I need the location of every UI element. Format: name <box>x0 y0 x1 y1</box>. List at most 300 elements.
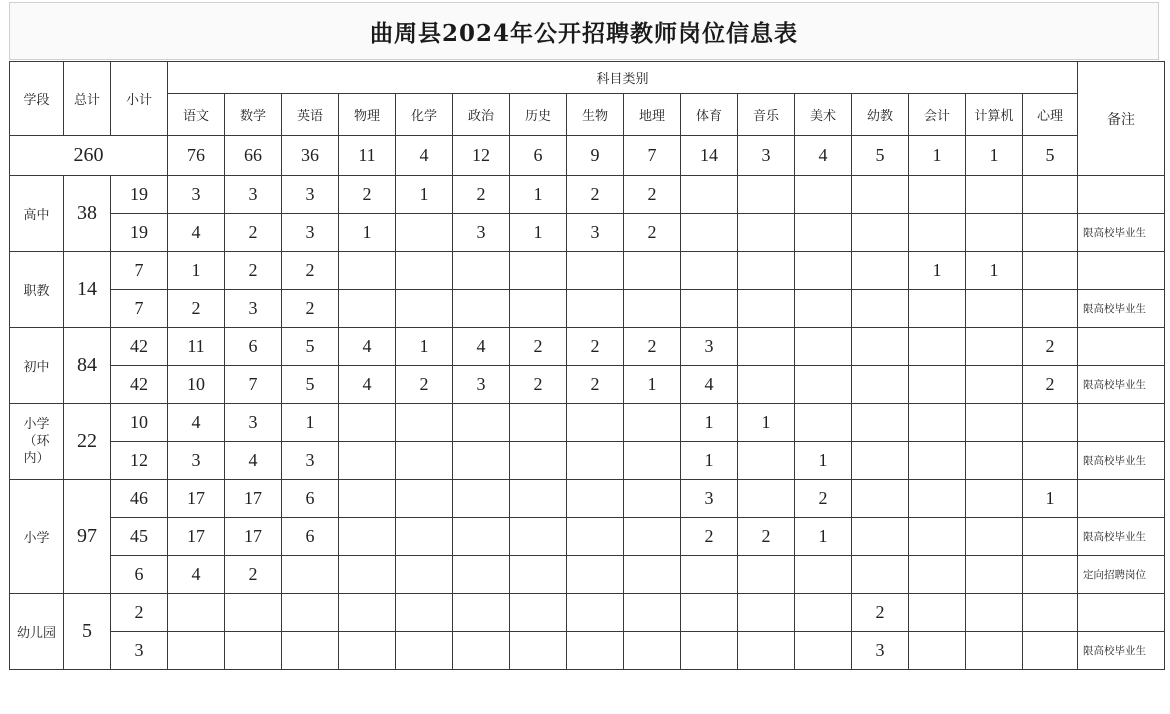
subject-count-cell: 7 <box>225 366 282 404</box>
subject-count-cell: 2 <box>624 214 681 252</box>
subject-count-cell: 1 <box>909 252 966 290</box>
subject-count-cell: 6 <box>282 480 339 518</box>
subject-count-cell: 2 <box>567 366 624 404</box>
grand-total-row <box>10 136 1165 176</box>
stage-label: 小学（环内） <box>23 417 50 466</box>
subject-count-cell <box>852 518 909 556</box>
subject-count-cell: 2 <box>510 328 567 366</box>
subject-count-cell: 2 <box>624 176 681 214</box>
subject-count-cell: 3 <box>282 214 339 252</box>
subject-count-cell: 3 <box>453 366 510 404</box>
recruitment-table <box>9 61 1165 670</box>
subject-count-cell <box>738 442 795 480</box>
subject-count-cell <box>681 632 738 670</box>
subject-count-cell <box>852 214 909 252</box>
subject-count-cell <box>738 290 795 328</box>
remark-cell <box>1078 404 1165 442</box>
table-row <box>10 518 1165 556</box>
subject-count-cell <box>738 632 795 670</box>
subject-count-cell: 3 <box>225 404 282 442</box>
subject-count-cell <box>396 632 453 670</box>
subject-count-cell <box>1023 176 1078 214</box>
subject-count-cell <box>510 518 567 556</box>
subtotal-cell: 45 <box>111 518 168 556</box>
subject-total-cell: 6 <box>510 136 567 176</box>
subject-count-cell <box>909 480 966 518</box>
subject-count-cell <box>795 556 852 594</box>
subject-count-cell: 2 <box>282 290 339 328</box>
subject-count-cell: 5 <box>282 328 339 366</box>
subject-count-cell <box>681 290 738 328</box>
remark-cell: 限高校毕业生 <box>1078 632 1165 670</box>
table-row <box>10 290 1165 328</box>
subject-total-cell: 76 <box>168 136 225 176</box>
subject-count-cell: 3 <box>681 480 738 518</box>
subject-count-cell: 2 <box>510 366 567 404</box>
subject-count-cell <box>1023 632 1078 670</box>
subject-count-cell: 1 <box>681 404 738 442</box>
subject-count-cell: 2 <box>225 556 282 594</box>
header-subject: 幼教 <box>852 94 909 136</box>
subject-count-cell: 1 <box>738 404 795 442</box>
subtotal-cell: 42 <box>111 366 168 404</box>
subject-total-cell: 3 <box>738 136 795 176</box>
subject-count-cell: 4 <box>453 328 510 366</box>
subject-count-cell <box>681 214 738 252</box>
subject-count-cell <box>282 556 339 594</box>
subject-count-cell: 4 <box>225 442 282 480</box>
subject-count-cell <box>738 480 795 518</box>
subject-count-cell <box>510 290 567 328</box>
header-subject: 美术 <box>795 94 852 136</box>
subtotal-cell: 7 <box>111 290 168 328</box>
subtotal-cell: 19 <box>111 214 168 252</box>
header-subject: 音乐 <box>738 94 795 136</box>
subject-total-cell: 14 <box>681 136 738 176</box>
subject-count-cell: 2 <box>225 252 282 290</box>
subject-count-cell <box>852 442 909 480</box>
subject-count-cell <box>1023 594 1078 632</box>
subtotal-cell: 6 <box>111 556 168 594</box>
subject-count-cell <box>1023 556 1078 594</box>
subject-count-cell <box>966 594 1023 632</box>
header-subject: 化学 <box>396 94 453 136</box>
header-subject: 语文 <box>168 94 225 136</box>
subject-count-cell: 1 <box>339 214 396 252</box>
table-row <box>10 594 1165 632</box>
header-subject: 物理 <box>339 94 396 136</box>
subject-count-cell <box>453 404 510 442</box>
subject-count-cell <box>396 214 453 252</box>
table-row <box>10 328 1165 366</box>
stage-cell: 高中 <box>10 176 64 252</box>
subject-count-cell <box>852 176 909 214</box>
remark-cell: 限高校毕业生 <box>1078 518 1165 556</box>
subject-count-cell <box>738 252 795 290</box>
subject-count-cell <box>168 594 225 632</box>
subject-count-cell <box>282 594 339 632</box>
subject-count-cell <box>453 594 510 632</box>
subject-count-cell <box>567 252 624 290</box>
subject-count-cell <box>510 252 567 290</box>
subtotal-cell: 19 <box>111 176 168 214</box>
subject-count-cell <box>1023 404 1078 442</box>
subject-count-cell <box>396 518 453 556</box>
subject-count-cell <box>966 366 1023 404</box>
subject-count-cell <box>852 480 909 518</box>
subject-count-cell: 1 <box>966 252 1023 290</box>
subject-count-cell <box>453 632 510 670</box>
subject-count-cell <box>909 214 966 252</box>
subject-count-cell <box>738 556 795 594</box>
subject-count-cell <box>1023 252 1078 290</box>
header-row-1 <box>10 62 1165 94</box>
subject-count-cell <box>453 290 510 328</box>
stage-total-cell: 84 <box>64 328 111 404</box>
stage-total-cell: 5 <box>64 594 111 670</box>
subject-count-cell <box>966 556 1023 594</box>
subject-count-cell <box>909 632 966 670</box>
subject-total-cell: 9 <box>567 136 624 176</box>
subject-count-cell: 2 <box>282 252 339 290</box>
subject-count-cell: 1 <box>396 328 453 366</box>
subject-count-cell: 17 <box>225 518 282 556</box>
subject-count-cell <box>909 404 966 442</box>
subject-count-cell: 6 <box>225 328 282 366</box>
subject-count-cell <box>510 556 567 594</box>
stage-total-cell: 38 <box>64 176 111 252</box>
header-subtotal: 小计 <box>111 62 168 136</box>
subject-count-cell <box>567 404 624 442</box>
stage-total-cell: 14 <box>64 252 111 328</box>
subject-count-cell <box>681 556 738 594</box>
subject-count-cell <box>795 632 852 670</box>
subtotal-cell: 7 <box>111 252 168 290</box>
subject-count-cell <box>453 480 510 518</box>
subject-count-cell <box>909 290 966 328</box>
subject-total-cell: 11 <box>339 136 396 176</box>
subtotal-cell: 46 <box>111 480 168 518</box>
subject-count-cell: 2 <box>396 366 453 404</box>
subject-count-cell <box>453 518 510 556</box>
stage-cell: 小学 <box>10 480 64 594</box>
subject-count-cell <box>339 632 396 670</box>
subject-count-cell: 1 <box>795 518 852 556</box>
subject-count-cell <box>909 442 966 480</box>
subject-count-cell <box>510 632 567 670</box>
subject-count-cell: 2 <box>339 176 396 214</box>
subject-count-cell <box>795 252 852 290</box>
subject-total-cell: 1 <box>909 136 966 176</box>
subject-count-cell <box>510 442 567 480</box>
subject-total-cell: 1 <box>966 136 1023 176</box>
subject-total-cell: 66 <box>225 136 282 176</box>
header-subject: 政治 <box>453 94 510 136</box>
subject-total-cell: 36 <box>282 136 339 176</box>
subject-count-cell: 2 <box>624 328 681 366</box>
subject-count-cell <box>738 366 795 404</box>
remark-cell: 限高校毕业生 <box>1078 442 1165 480</box>
stage-cell: 初中 <box>10 328 64 404</box>
table-row <box>10 252 1165 290</box>
subject-count-cell <box>795 176 852 214</box>
subtotal-cell: 42 <box>111 328 168 366</box>
subject-count-cell: 4 <box>339 328 396 366</box>
remark-cell <box>1078 252 1165 290</box>
subject-count-cell <box>966 290 1023 328</box>
subject-count-cell <box>339 290 396 328</box>
header-subject: 地理 <box>624 94 681 136</box>
subject-count-cell: 3 <box>681 328 738 366</box>
subject-count-cell: 1 <box>282 404 339 442</box>
subject-count-cell: 3 <box>282 176 339 214</box>
subject-count-cell <box>567 594 624 632</box>
table-row <box>10 556 1165 594</box>
subject-count-cell <box>1023 518 1078 556</box>
subject-count-cell <box>909 594 966 632</box>
remark-cell: 限高校毕业生 <box>1078 214 1165 252</box>
stage-cell: 职教 <box>10 252 64 328</box>
subject-total-cell: 5 <box>1023 136 1078 176</box>
subject-count-cell <box>282 632 339 670</box>
subject-count-cell <box>339 518 396 556</box>
subject-count-cell <box>795 328 852 366</box>
subject-count-cell <box>966 518 1023 556</box>
subject-count-cell: 3 <box>225 290 282 328</box>
subject-count-cell <box>624 480 681 518</box>
subtotal-cell: 2 <box>111 594 168 632</box>
subject-count-cell: 6 <box>282 518 339 556</box>
subject-count-cell <box>396 404 453 442</box>
subject-count-cell <box>909 176 966 214</box>
remark-cell <box>1078 328 1165 366</box>
subject-count-cell: 2 <box>168 290 225 328</box>
subject-count-cell <box>795 594 852 632</box>
subject-count-cell <box>453 556 510 594</box>
table-row <box>10 176 1165 214</box>
subject-total-cell: 4 <box>795 136 852 176</box>
subject-count-cell: 10 <box>168 366 225 404</box>
table-row <box>10 214 1165 252</box>
subject-count-cell <box>225 594 282 632</box>
subject-count-cell <box>339 442 396 480</box>
subject-count-cell <box>852 404 909 442</box>
subject-count-cell <box>339 252 396 290</box>
subject-count-cell: 17 <box>168 480 225 518</box>
subject-count-cell: 11 <box>168 328 225 366</box>
subject-count-cell: 2 <box>567 328 624 366</box>
subject-count-cell <box>738 328 795 366</box>
subject-count-cell <box>966 404 1023 442</box>
header-subject: 英语 <box>282 94 339 136</box>
subject-count-cell: 2 <box>453 176 510 214</box>
subject-count-cell <box>681 176 738 214</box>
table-row <box>10 366 1165 404</box>
header-subject: 心理 <box>1023 94 1078 136</box>
subject-count-cell: 3 <box>567 214 624 252</box>
subject-count-cell <box>453 252 510 290</box>
subject-count-cell <box>738 214 795 252</box>
subject-count-cell <box>852 328 909 366</box>
header-total: 总计 <box>64 62 111 136</box>
subject-count-cell <box>624 556 681 594</box>
subject-count-cell <box>681 594 738 632</box>
subject-count-cell <box>966 632 1023 670</box>
subject-count-cell <box>1023 290 1078 328</box>
header-subject: 历史 <box>510 94 567 136</box>
subject-count-cell: 3 <box>453 214 510 252</box>
subject-count-cell <box>567 290 624 328</box>
subject-count-cell <box>453 442 510 480</box>
subject-count-cell <box>966 442 1023 480</box>
subject-count-cell <box>396 290 453 328</box>
subject-count-cell: 2 <box>225 214 282 252</box>
subject-count-cell <box>225 632 282 670</box>
subject-count-cell: 3 <box>168 442 225 480</box>
subject-count-cell: 17 <box>225 480 282 518</box>
table-row <box>10 632 1165 670</box>
subject-count-cell <box>966 214 1023 252</box>
subject-count-cell <box>1023 442 1078 480</box>
subject-count-cell: 1 <box>624 366 681 404</box>
subject-count-cell <box>624 632 681 670</box>
stage-total-cell: 97 <box>64 480 111 594</box>
subject-count-cell: 4 <box>681 366 738 404</box>
header-subject: 会计 <box>909 94 966 136</box>
subject-count-cell: 2 <box>567 176 624 214</box>
subject-count-cell: 1 <box>1023 480 1078 518</box>
subject-count-cell <box>795 214 852 252</box>
header-subject: 体育 <box>681 94 738 136</box>
subject-count-cell <box>738 594 795 632</box>
subject-count-cell <box>852 252 909 290</box>
subject-count-cell <box>396 594 453 632</box>
stage-total-cell: 22 <box>64 404 111 480</box>
subject-count-cell: 1 <box>168 252 225 290</box>
subject-count-cell: 3 <box>852 632 909 670</box>
subject-count-cell <box>909 366 966 404</box>
subject-count-cell <box>795 290 852 328</box>
subject-count-cell <box>966 176 1023 214</box>
subject-count-cell: 3 <box>282 442 339 480</box>
remark-cell <box>1078 176 1165 214</box>
subject-count-cell: 4 <box>168 404 225 442</box>
table-row <box>10 480 1165 518</box>
subject-count-cell: 4 <box>339 366 396 404</box>
subject-count-cell <box>396 442 453 480</box>
subject-count-cell: 4 <box>168 556 225 594</box>
subject-total-cell: 4 <box>396 136 453 176</box>
subtotal-cell: 12 <box>111 442 168 480</box>
subject-total-cell: 7 <box>624 136 681 176</box>
subject-count-cell <box>909 556 966 594</box>
subject-count-cell <box>795 366 852 404</box>
subject-count-cell <box>396 252 453 290</box>
header-row-subjects <box>10 94 1165 136</box>
remark-cell: 定向招聘岗位 <box>1078 556 1165 594</box>
subject-count-cell <box>852 556 909 594</box>
header-subject-category: 科目类别 <box>168 62 1078 94</box>
subject-count-cell <box>624 518 681 556</box>
subject-count-cell: 3 <box>225 176 282 214</box>
subject-count-cell <box>510 594 567 632</box>
subject-count-cell: 5 <box>282 366 339 404</box>
remark-cell: 限高校毕业生 <box>1078 366 1165 404</box>
stage-cell <box>10 404 64 480</box>
subject-count-cell <box>168 632 225 670</box>
subject-total-cell: 12 <box>453 136 510 176</box>
subject-count-cell <box>396 556 453 594</box>
subject-count-cell <box>738 176 795 214</box>
subject-count-cell <box>909 328 966 366</box>
header-subject: 计算机 <box>966 94 1023 136</box>
header-remarks: 备注 <box>1078 62 1165 176</box>
subject-count-cell <box>852 290 909 328</box>
subject-count-cell: 1 <box>681 442 738 480</box>
subject-count-cell <box>624 252 681 290</box>
subject-count-cell: 2 <box>852 594 909 632</box>
subject-count-cell: 1 <box>396 176 453 214</box>
subject-count-cell <box>396 480 453 518</box>
remark-cell: 限高校毕业生 <box>1078 290 1165 328</box>
header-stage: 学段 <box>10 62 64 136</box>
subject-count-cell <box>510 404 567 442</box>
subject-count-cell: 1 <box>510 176 567 214</box>
subject-count-cell: 4 <box>168 214 225 252</box>
subject-count-cell <box>852 366 909 404</box>
subject-count-cell <box>909 518 966 556</box>
remark-cell <box>1078 480 1165 518</box>
subject-count-cell <box>567 480 624 518</box>
subject-count-cell: 17 <box>168 518 225 556</box>
table-row <box>10 442 1165 480</box>
subject-total-cell: 5 <box>852 136 909 176</box>
subject-count-cell <box>624 290 681 328</box>
subject-count-cell <box>510 480 567 518</box>
stage-cell: 幼儿园 <box>10 594 64 670</box>
subject-count-cell: 1 <box>510 214 567 252</box>
subject-count-cell: 3 <box>168 176 225 214</box>
subject-count-cell: 2 <box>681 518 738 556</box>
subject-count-cell <box>1023 214 1078 252</box>
subject-count-cell <box>795 404 852 442</box>
header-subject: 数学 <box>225 94 282 136</box>
subject-count-cell <box>339 594 396 632</box>
subject-count-cell <box>624 442 681 480</box>
subject-count-cell <box>567 632 624 670</box>
subject-count-cell <box>567 556 624 594</box>
remark-cell <box>1078 594 1165 632</box>
grand-total-value: 260 <box>10 136 168 176</box>
subject-count-cell <box>339 480 396 518</box>
subject-count-cell <box>567 518 624 556</box>
subject-count-cell: 2 <box>1023 328 1078 366</box>
subject-count-cell <box>624 404 681 442</box>
subject-count-cell <box>966 480 1023 518</box>
title-box <box>9 2 1159 60</box>
subject-count-cell: 2 <box>1023 366 1078 404</box>
subject-count-cell: 1 <box>795 442 852 480</box>
subject-count-cell <box>681 252 738 290</box>
subject-count-cell <box>339 404 396 442</box>
subtotal-cell: 10 <box>111 404 168 442</box>
header-subject: 生物 <box>567 94 624 136</box>
subject-count-cell: 2 <box>795 480 852 518</box>
table-title: 曲周县2024年公开招聘教师岗位信息表 <box>369 19 798 47</box>
subject-count-cell <box>339 556 396 594</box>
table-row <box>10 404 1165 442</box>
subject-count-cell <box>624 594 681 632</box>
